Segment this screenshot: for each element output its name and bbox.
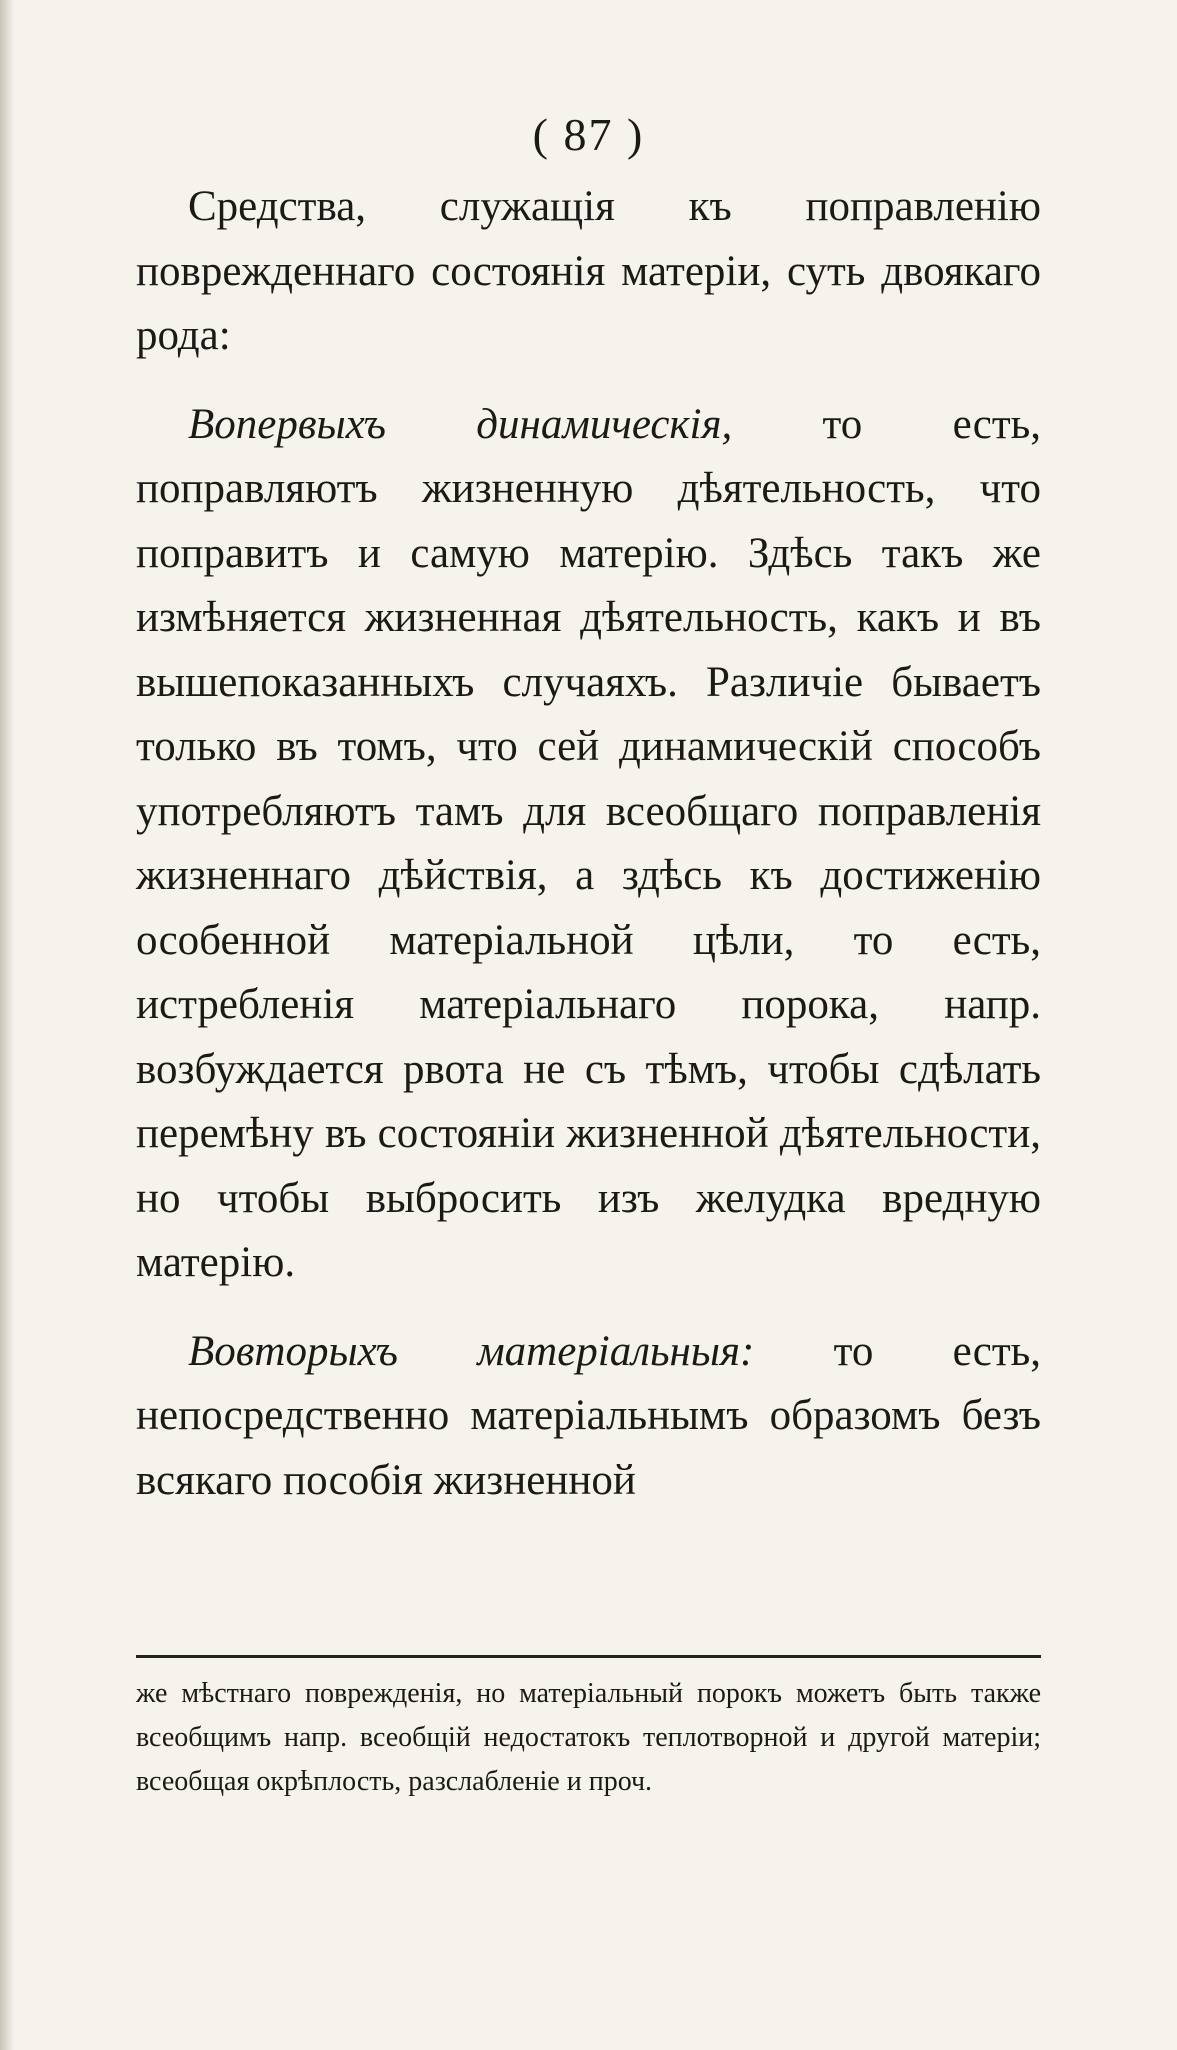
page-number: ( 87 ) — [532, 109, 645, 160]
paragraph-2-text: то есть, поправляютъ жизненную дѣятельность, что поправитъ и самую матерію. Здѣсь такъ же измѣняется жизненная дѣятельность, какъ и въ вышепоказанныхъ случаяхъ. Различіе бываетъ только въ томъ, что сей динамическій способъ употребляютъ тамъ для всеобщаго поправленія жизненнаго дѣйствія, а здѣсь къ достиженію особенной матеріальной цѣли, то есть, истребленія матеріальнаго порока, напр. возбуждается рвота не съ тѣмъ, чтобы сдѣлать перемѣну въ состояніи жизненной дѣятельности, но чтобы выбросить изъ желудка вредную матерію. — [136, 400, 1041, 1286]
paragraph-3 — [136, 1320, 1041, 1514]
page-gutter-shadow — [0, 0, 14, 2050]
paragraph-3-lead: Вовторыхъ матеріальныя: — [188, 1327, 755, 1375]
paragraph-2-lead: Вопервыхъ динамическія, — [188, 400, 733, 448]
paragraph-1-text: Средства, служащія къ поправленію поврежденнаго состоянія матеріи, суть двоякаго рода: — [136, 183, 1041, 359]
paragraph-2 — [136, 393, 1041, 1296]
main-text — [136, 175, 1041, 1513]
footnote: же мѣстнаго поврежденія, но матеріальный порокъ можетъ быть также всеобщимъ напр. всеобщій недостатокъ теплотворной и другой матеріи; всеобщая окрѣплость, разслабленіе и проч. — [136, 1678, 1041, 1797]
paragraph-3-text: то есть, непосредственно матеріальнымъ образомъ безъ всякаго пособія жизненной — [136, 1327, 1041, 1504]
paragraph-1 — [136, 175, 1041, 369]
footnote-divider — [136, 1655, 1041, 1658]
